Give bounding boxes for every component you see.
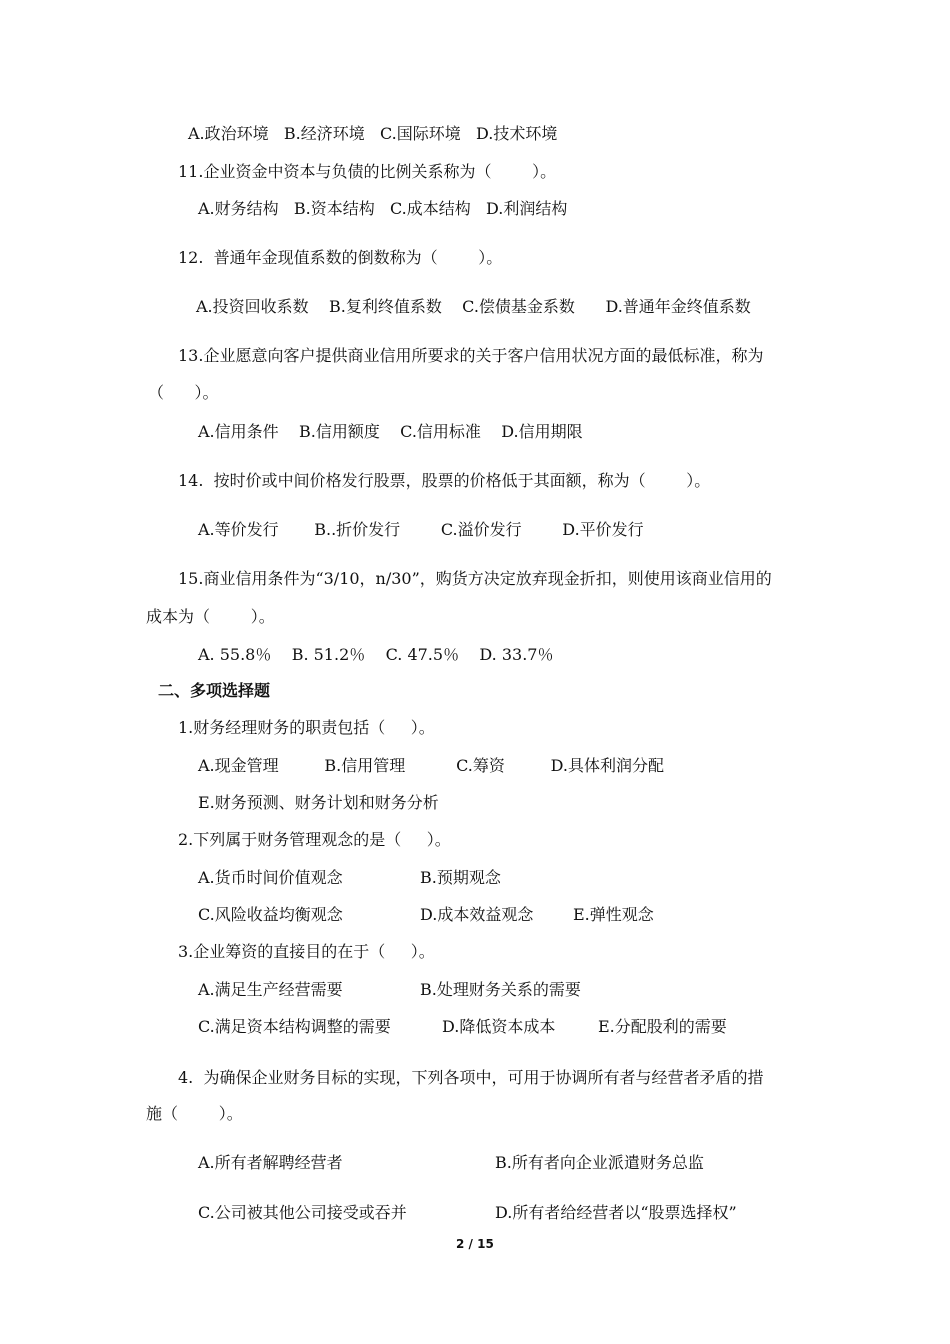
q13-question-line2: （ ）。 xyxy=(148,383,219,402)
section-title-multiple-choice: 二、多项选择题 xyxy=(158,681,271,700)
q15-options: A. 55.8％ B. 51.2％ C. 47.5％ D. 33.7％ xyxy=(198,645,554,664)
m1-options: A.现金管理 B.信用管理 C.筹资 D.具体利润分配 xyxy=(198,756,664,775)
q12-options: A.投资回收系数 B.复利终值系数 C.偿债基金系数 D.普通年金终值系数 xyxy=(196,297,751,316)
m4-option-a: A.所有者解聘经营者 xyxy=(198,1153,343,1172)
q14-options: A.等价发行 B..折价发行 C.溢价发行 D.平价发行 xyxy=(198,520,644,539)
page-number: 2 / 15 xyxy=(456,1237,494,1251)
m3-option-d: D.降低资本成本 xyxy=(442,1017,556,1036)
q14-question: 14. 按时价或中间价格发行股票，股票的价格低于其面额，称为（ ）。 xyxy=(178,471,711,490)
m4-question-line2: 施（ ）。 xyxy=(146,1104,243,1123)
m4-option-c: C.公司被其他公司接受或吞并 xyxy=(198,1203,407,1222)
m2-option-a: A.货币时间价值观念 xyxy=(198,868,343,887)
m2-option-c: C.风险收益均衡观念 xyxy=(198,905,343,924)
m2-option-e: E.弹性观念 xyxy=(573,905,654,924)
m3-option-a: A.满足生产经营需要 xyxy=(198,980,343,999)
q13-question-line1: 13.企业愿意向客户提供商业信用所要求的关于客户信用状况方面的最低标准，称为 xyxy=(178,346,764,365)
m2-option-d: D.成本效益观念 xyxy=(420,905,534,924)
q15-question-line2: 成本为（ ）。 xyxy=(146,607,275,626)
m3-question: 3.企业筹资的直接目的在于（ ）。 xyxy=(178,942,435,961)
q12-question: 12. 普通年金现值系数的倒数称为（ ）。 xyxy=(178,248,503,267)
q13-options: A.信用条件 B.信用额度 C.信用标准 D.信用期限 xyxy=(198,422,583,441)
m3-option-e: E.分配股利的需要 xyxy=(598,1017,727,1036)
q15-question-line1: 15.商业信用条件为“3/10，n/30”，购货方决定放弃现金折扣，则使用该商业信用的 xyxy=(178,569,772,588)
m4-option-b: B.所有者向企业派遣财务总监 xyxy=(495,1153,704,1172)
m3-option-c: C.满足资本结构调整的需要 xyxy=(198,1017,391,1036)
m3-option-b: B.处理财务关系的需要 xyxy=(420,980,581,999)
q10-options: A.政治环境 B.经济环境 C.国际环境 D.技术环境 xyxy=(188,124,558,143)
m4-option-d: D.所有者给经营者以“股票选择权” xyxy=(495,1203,737,1222)
q11-question: 11.企业资金中资本与负债的比例关系称为（ ）。 xyxy=(178,162,557,181)
m4-question-line1: 4. 为确保企业财务目标的实现，下列各项中，可用于协调所有者与经营者矛盾的措 xyxy=(178,1068,764,1087)
m2-question: 2.下列属于财务管理观念的是（ ）。 xyxy=(178,830,451,849)
m1-option-e: E.财务预测、财务计划和财务分析 xyxy=(198,793,439,812)
q11-options: A.财务结构 B.资本结构 C.成本结构 D.利润结构 xyxy=(198,199,568,218)
m2-option-b: B.预期观念 xyxy=(420,868,501,887)
m1-question: 1.财务经理财务的职责包括（ ）。 xyxy=(178,718,435,737)
